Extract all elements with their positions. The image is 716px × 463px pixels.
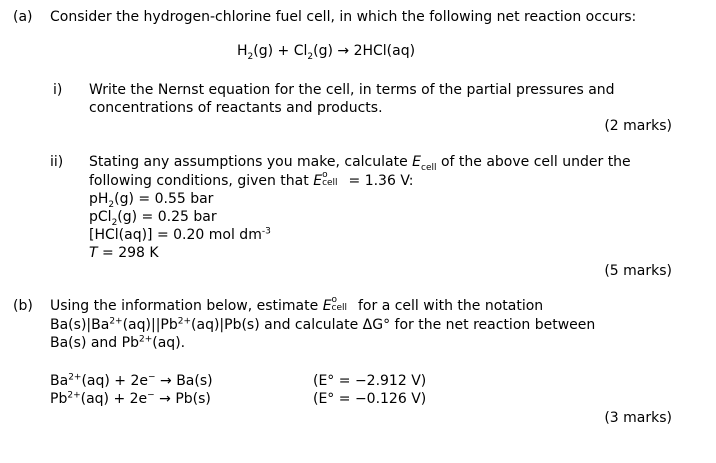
- question-a-ii-label: ii): [50, 154, 64, 170]
- half-reaction-ba-potential: (E° = −2.912 V): [313, 373, 427, 389]
- part-a-intro: Consider the hydrogen-chlorine fuel cell, in which the following net reaction occurs:: [50, 9, 637, 25]
- standard-ecell-sub: cell: [322, 178, 338, 188]
- half-reaction-ba-sup: 2+: [68, 372, 82, 383]
- condition-pcl2-a: pCl: [89, 209, 112, 225]
- question-a-ii-line2: [89, 170, 414, 190]
- half-reaction-pb-b: (aq) + 2e: [80, 391, 148, 407]
- half-reaction-pb-potential: (E° = −0.126 V): [313, 391, 427, 407]
- part-b-line2-b: (aq)||Pb: [122, 317, 178, 333]
- half-reaction-pb-sup2: −: [147, 390, 155, 401]
- ecell-subscript: cell: [421, 162, 437, 173]
- part-b-standard-ecell-sup: o: [331, 295, 338, 305]
- half-reaction-ba: [50, 373, 213, 390]
- part-b-line3-sup: 2+: [138, 334, 153, 345]
- condition-ph2-sub: 2: [108, 199, 115, 210]
- condition-ph2-a: pH: [89, 191, 109, 207]
- condition-hcl: [89, 227, 271, 244]
- part-b-line2: [50, 317, 595, 334]
- part-b-line3-a: Ba(s) and Pb: [50, 335, 139, 351]
- condition-temperature-value: = 298 K: [97, 245, 159, 261]
- question-a-ii-line2-text: following conditions, given that: [89, 173, 314, 189]
- half-reaction-pb-sup: 2+: [67, 390, 81, 401]
- part-b-line2-sup2: 2+: [177, 316, 192, 327]
- reaction-cl-sub: 2: [307, 51, 314, 62]
- half-reaction-ba-b: (aq) + 2e: [81, 373, 149, 389]
- question-a-ii-line1-rest: of the above cell under the: [436, 154, 631, 170]
- question-a-ii-line2-rest: = 1.36 V:: [344, 173, 414, 189]
- half-reaction-pb-c: → Pb(s): [154, 391, 211, 407]
- condition-ph2-b: (g) = 0.55 bar: [114, 191, 214, 207]
- reaction-h-sub: 2: [247, 51, 254, 62]
- part-a-label: (a): [13, 9, 33, 25]
- condition-pcl2-sub: 2: [111, 217, 118, 228]
- half-reaction-ba-c: → Ba(s): [155, 373, 213, 389]
- part-b-line1-text: Using the information below, estimate: [50, 298, 323, 314]
- part-b-label: (b): [13, 298, 33, 314]
- question-a-i-marks: (2 marks): [604, 118, 672, 134]
- part-b-line3-b: (aq).: [152, 335, 186, 351]
- part-b-standard-ecell-symbol: E: [322, 298, 332, 314]
- question-a-ii-line1-text: Stating any assumptions you make, calculate: [89, 154, 413, 170]
- condition-pcl2-b: (g) = 0.25 bar: [117, 209, 217, 225]
- half-reaction-ba-a: Ba: [50, 373, 69, 389]
- part-b-line3: [50, 335, 185, 352]
- reaction-h: H: [237, 43, 248, 59]
- part-b-line2-c: (aq)|Pb(s) and calculate ΔG° for the net reaction between: [191, 317, 596, 333]
- net-reaction: [237, 43, 415, 60]
- question-a-ii-line1: [89, 154, 631, 171]
- question-a-i-label: i): [53, 82, 63, 98]
- part-b-marks: (3 marks): [604, 410, 672, 426]
- half-reaction-ba-sup2: −: [148, 372, 156, 383]
- question-a-i-line1: Write the Nernst equation for the cell, in terms of the partial pressures and: [89, 82, 615, 98]
- part-b-line1-rest: for a cell with the notation: [353, 298, 544, 314]
- condition-temperature: [89, 245, 159, 262]
- part-b-standard-ecell-sub: cell: [331, 303, 348, 313]
- question-a-i-line2: concentrations of reactants and products.: [89, 100, 383, 116]
- question-a-ii-marks: (5 marks): [604, 263, 672, 279]
- reaction-h-state: (g) + Cl: [253, 43, 308, 59]
- condition-pcl2: [89, 209, 217, 226]
- condition-ph2: [89, 191, 213, 208]
- condition-hcl-a: [HCl(aq)] = 0.20 mol dm: [89, 227, 262, 243]
- part-b-line2-sup1: 2+: [109, 316, 123, 327]
- half-reaction-pb-a: Pb: [50, 391, 68, 407]
- half-reaction-pb: [50, 391, 211, 408]
- condition-temperature-symbol: T: [89, 245, 98, 261]
- reaction-cl-state: (g): [313, 43, 333, 59]
- part-b-line1: [50, 295, 544, 315]
- ecell-symbol: E: [412, 154, 421, 170]
- condition-hcl-sup: -3: [261, 226, 271, 237]
- reaction-arrow: →: [337, 43, 350, 59]
- standard-ecell-symbol: E: [313, 173, 323, 189]
- part-b-line2-a: Ba(s)|Ba: [50, 317, 110, 333]
- reaction-product: 2HCl(aq): [353, 43, 416, 59]
- standard-ecell-sup: o: [322, 170, 328, 180]
